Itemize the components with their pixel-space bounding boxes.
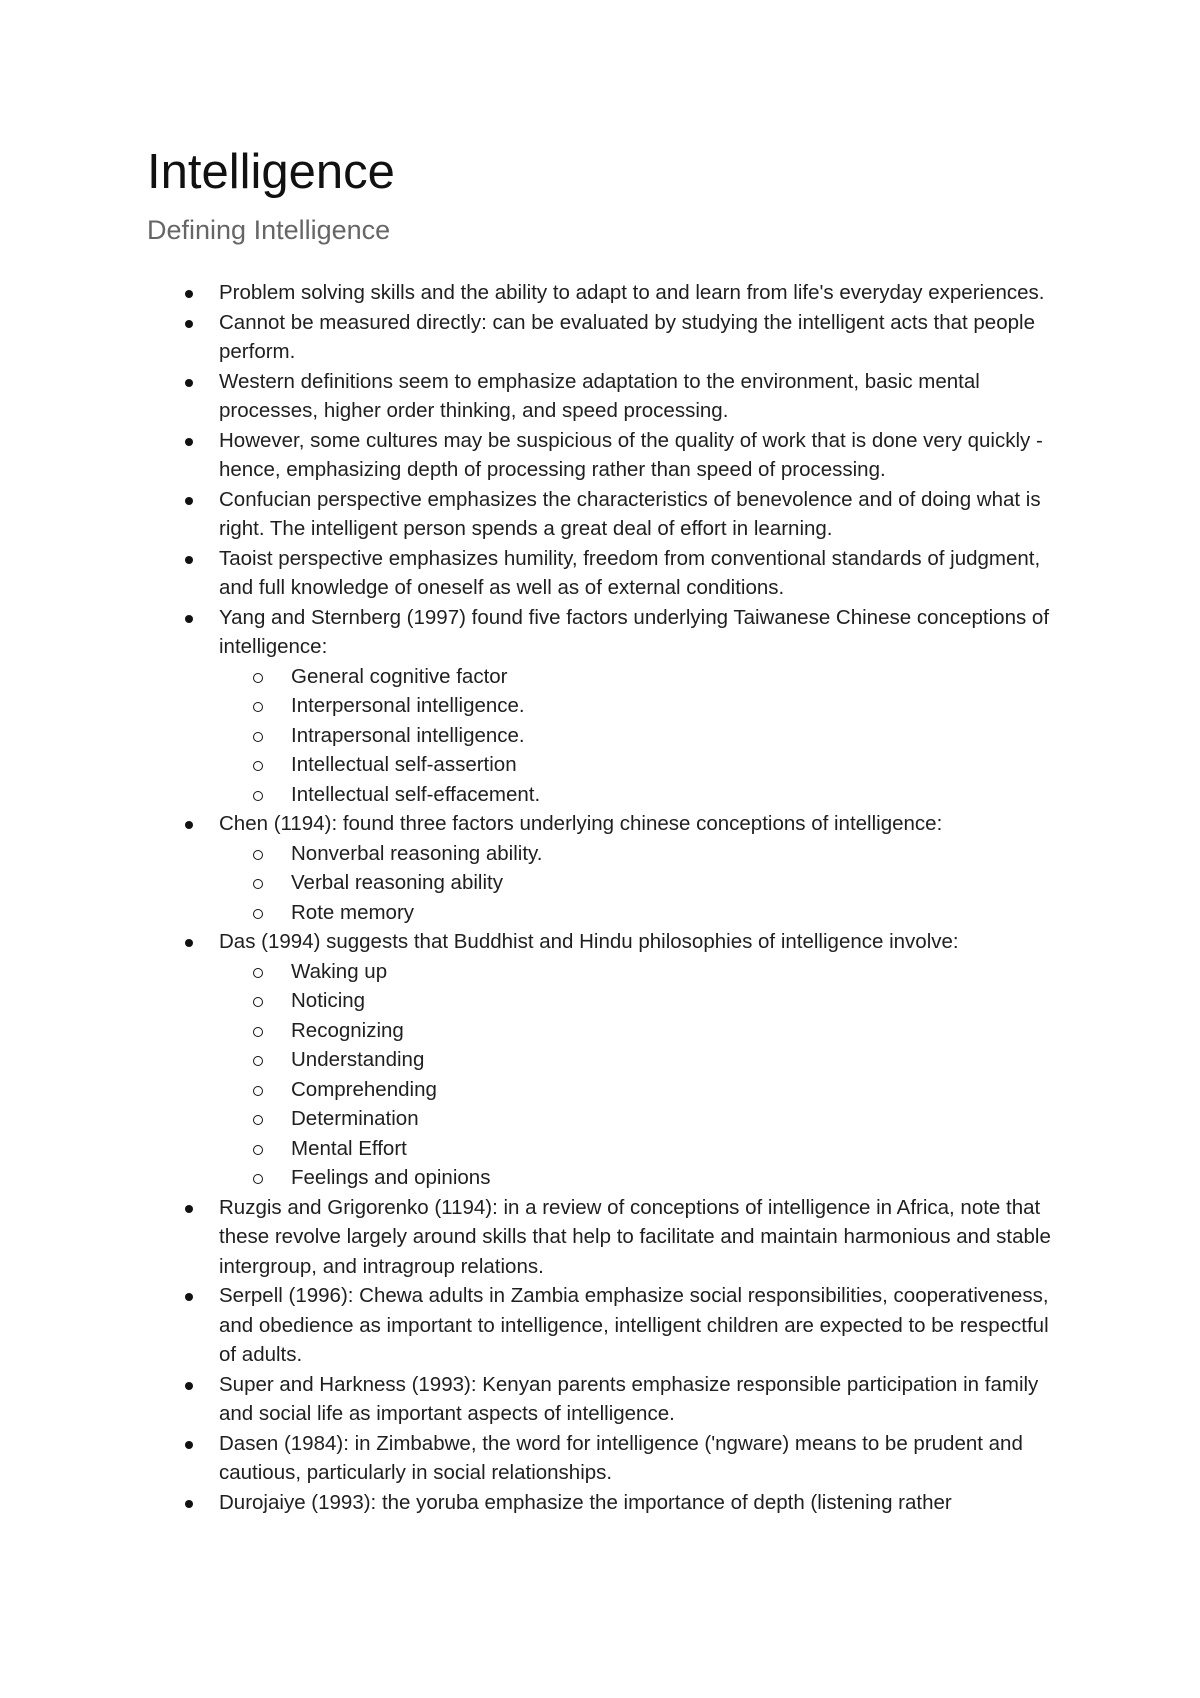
sub-list-item — [219, 750, 1067, 780]
list-item — [147, 809, 1067, 927]
list-item — [147, 308, 1067, 367]
hollow-bullet-icon — [253, 1145, 263, 1155]
sub-list-item — [219, 1045, 1067, 1075]
sub-list-item-text: Recognizing — [291, 1018, 404, 1042]
sub-list-item-text: General cognitive factor — [291, 664, 508, 688]
sub-list-item — [219, 1134, 1067, 1164]
list-item — [147, 1370, 1067, 1429]
sub-list-item — [219, 986, 1067, 1016]
bullet-icon — [185, 379, 193, 387]
bullet-icon — [185, 1293, 193, 1301]
bullet-icon — [185, 1500, 193, 1508]
section-heading: Defining Intelligence — [147, 215, 391, 245]
list-item-text: Problem solving skills and the ability to adapt to and learn from life's everyday experiences. — [219, 281, 1045, 304]
hollow-bullet-icon — [253, 702, 263, 712]
bullet-icon — [185, 1205, 193, 1213]
list-item — [147, 544, 1067, 603]
bullet-icon — [185, 1382, 193, 1390]
list-item — [147, 278, 1067, 308]
sub-list-item — [219, 957, 1067, 987]
sub-list-item-text: Intellectual self-assertion — [291, 753, 517, 776]
bullet-icon — [185, 615, 193, 623]
list-item-text: Ruzgis and Grigorenko (1194): in a review of conceptions of intelligence in Africa, note that these revolve largely around skills that help to facilitate and maintain harmonious and stable intergroup, and intragroup relations. — [219, 1195, 1051, 1278]
bullet-icon — [185, 290, 193, 298]
list-item-text: Durojaiye (1993): the yoruba emphasize the importance of depth (listening rather — [219, 1490, 952, 1514]
list-item — [147, 1193, 1067, 1282]
sub-list-item-text: Verbal reasoning ability — [291, 871, 503, 894]
sub-list-item — [219, 898, 1067, 928]
hollow-bullet-icon — [253, 909, 263, 919]
sub-list-item-text: Noticing — [291, 989, 366, 1012]
sub-list — [219, 662, 1067, 810]
sub-list-item-text: Determination — [291, 1107, 419, 1130]
sub-list-item — [219, 691, 1067, 721]
hollow-bullet-icon — [253, 1174, 263, 1184]
bullet-icon — [185, 556, 193, 564]
bullet-list — [147, 278, 1067, 1517]
sub-list-item-text: Nonverbal reasoning ability. — [291, 841, 543, 865]
list-item — [147, 485, 1067, 544]
sub-list-item-text: Interpersonal intelligence. — [291, 694, 525, 717]
list-item-text: Yang and Sternberg (1997) found five factors underlying Taiwanese Chinese conceptions of intelligence: — [219, 605, 1050, 658]
list-item — [147, 927, 1067, 1193]
hollow-bullet-icon — [253, 879, 263, 889]
list-item-text: However, some cultures may be suspicious of the quality of work that is done very quickly - hence, emphasizing depth of processing rather than speed of processing. — [219, 428, 1043, 481]
sub-list-item — [219, 1163, 1067, 1193]
hollow-bullet-icon — [253, 1086, 263, 1096]
sub-list — [219, 957, 1067, 1193]
bullet-icon — [185, 497, 193, 505]
list-item-text: Das (1994) suggests that Buddhist and Hindu philosophies of intelligence involve: — [219, 930, 959, 953]
hollow-bullet-icon — [253, 791, 263, 801]
list-item-text: Taoist perspective emphasizes humility, freedom from conventional standards of judgment, and full knowledge of oneself as well as of external conditions. — [219, 546, 1041, 599]
bullet-icon — [185, 939, 193, 947]
hollow-bullet-icon — [253, 1027, 263, 1037]
list-item-text: Serpell (1996): Chewa adults in Zambia emphasize social responsibilities, cooperativeness, and obedience as important to intelligence, intelligent children are expected to be respectful of adults. — [219, 1284, 1049, 1366]
document-title: Intelligence — [147, 145, 395, 199]
bullet-icon — [185, 1441, 193, 1449]
sub-list-item — [219, 868, 1067, 898]
sub-list-item — [219, 662, 1067, 692]
list-item — [147, 1488, 1067, 1518]
list-item-text: Super and Harkness (1993): Kenyan parents emphasize responsible participation in family and social life as important aspects of intelligence. — [219, 1372, 1039, 1425]
sub-list-item — [219, 1104, 1067, 1134]
hollow-bullet-icon — [253, 761, 263, 771]
sub-list-item-text: Comprehending — [291, 1077, 437, 1101]
list-item-text: Cannot be measured directly: can be evaluated by studying the intelligent acts that people perform. — [219, 310, 1035, 363]
hollow-bullet-icon — [253, 673, 263, 683]
sub-list-item — [219, 1016, 1067, 1046]
list-item-text: Confucian perspective emphasizes the characteristics of benevolence and of doing what is right. The intelligent person spends a great deal of effort in learning. — [219, 487, 1041, 540]
hollow-bullet-icon — [253, 1115, 263, 1125]
sub-list-item-text: Mental Effort — [291, 1136, 407, 1160]
hollow-bullet-icon — [253, 850, 263, 860]
sub-list-item-text: Waking up — [291, 959, 388, 983]
list-item — [147, 1429, 1067, 1488]
sub-list-item — [219, 1075, 1067, 1105]
list-item — [147, 603, 1067, 810]
sub-list — [219, 839, 1067, 928]
sub-list-item — [219, 839, 1067, 869]
list-item-text: Western definitions seem to emphasize adaptation to the environment, basic mental processes, higher order thinking, and speed processing. — [219, 369, 980, 422]
bullet-icon — [185, 438, 193, 446]
list-item-text: Chen (1194): found three factors underlying chinese conceptions of intelligence: — [219, 812, 943, 835]
list-item — [147, 426, 1067, 485]
list-item — [147, 1281, 1067, 1370]
sub-list-item-text: Understanding — [291, 1048, 425, 1071]
list-item-text: Dasen (1984): in Zimbabwe, the word for intelligence ('ngware) means to be prudent and cautious, particularly in social relationships. — [219, 1431, 1023, 1484]
sub-list-item-text: Rote memory — [291, 900, 415, 924]
list-item — [147, 367, 1067, 426]
sub-list-item — [219, 721, 1067, 751]
sub-list-item — [219, 780, 1067, 810]
bullet-icon — [185, 821, 193, 829]
sub-list-item-text: Feelings and opinions — [291, 1166, 491, 1189]
bullet-icon — [185, 320, 193, 328]
hollow-bullet-icon — [253, 968, 263, 978]
sub-list-item-text: Intellectual self-effacement. — [291, 782, 541, 806]
document-body — [147, 278, 1067, 1517]
sub-list-item-text: Intrapersonal intelligence. — [291, 723, 525, 747]
hollow-bullet-icon — [253, 1056, 263, 1066]
hollow-bullet-icon — [253, 732, 263, 742]
hollow-bullet-icon — [253, 997, 263, 1007]
